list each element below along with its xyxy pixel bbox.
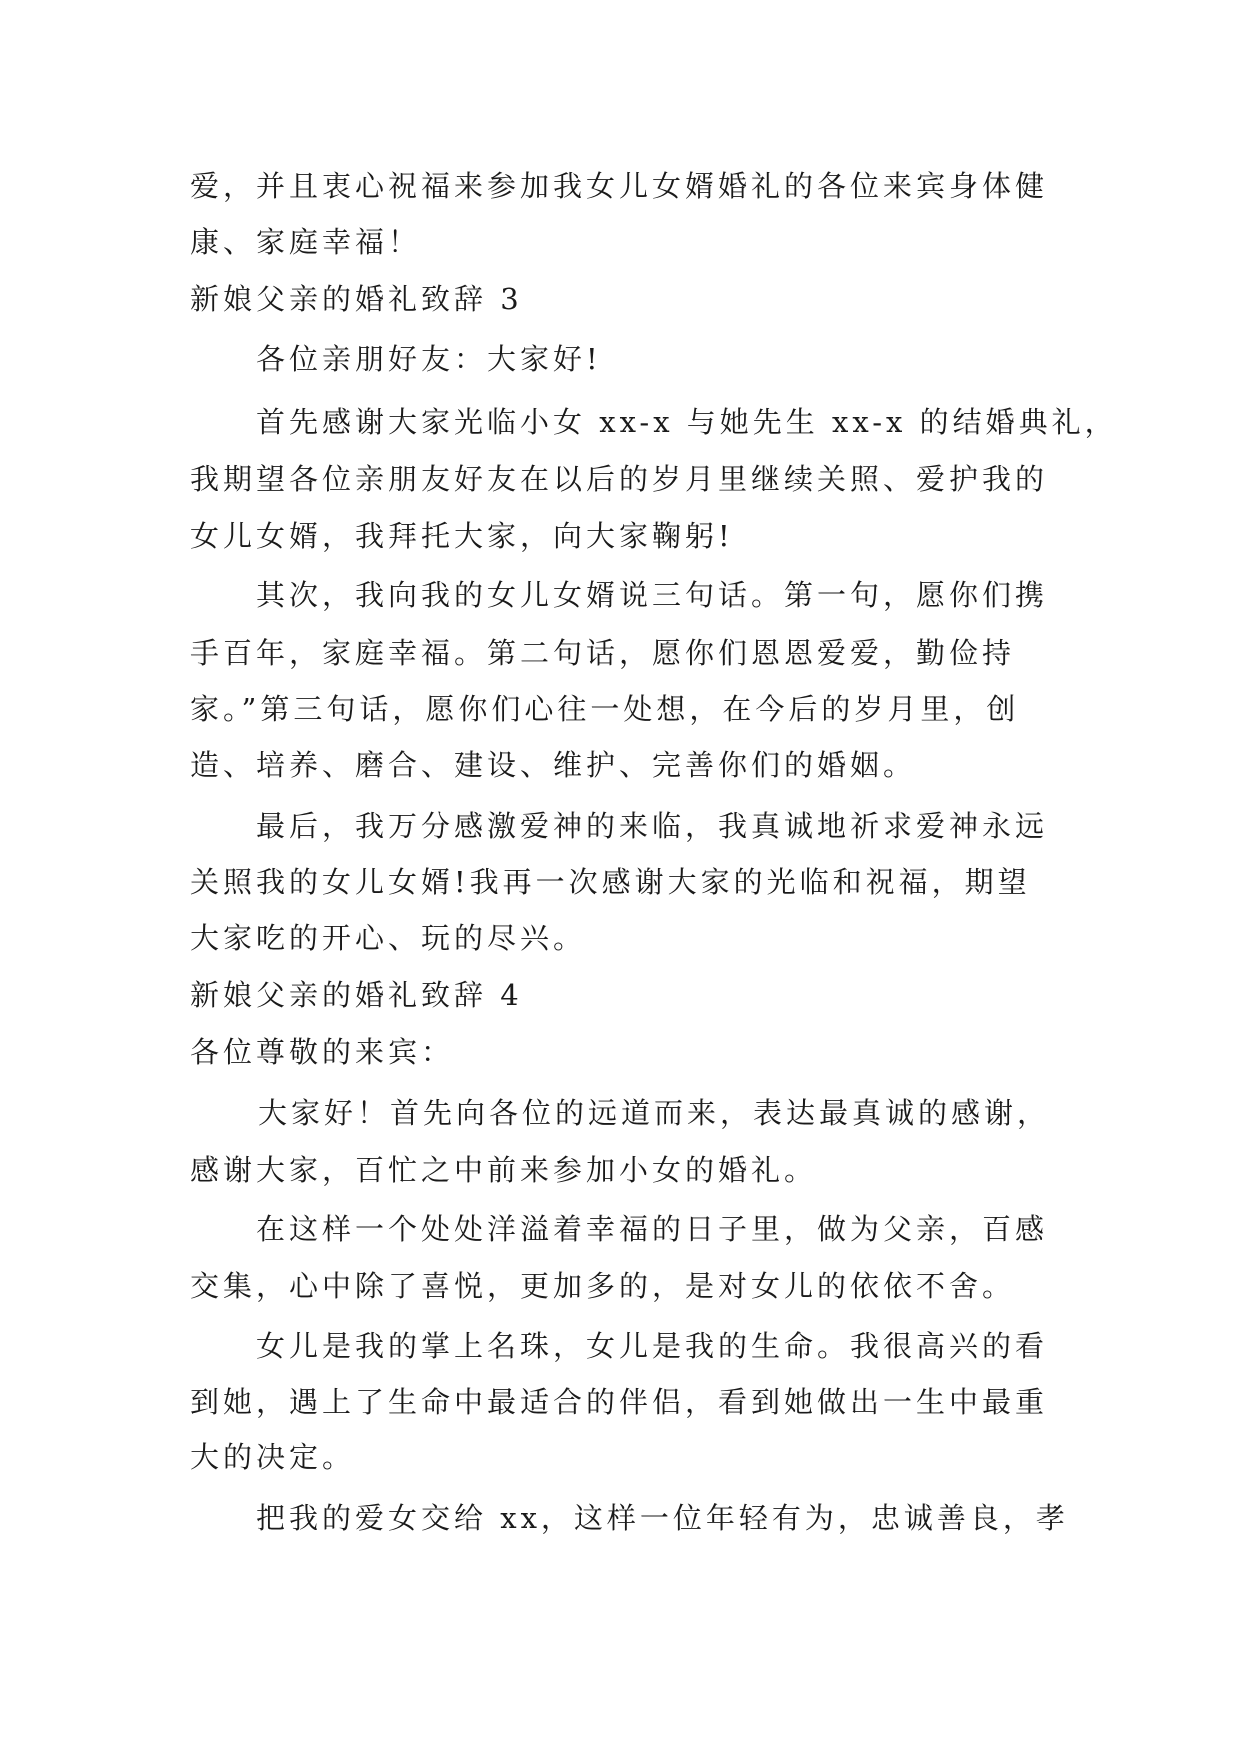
paragraph-line: 造、培养、磨合、建设、维护、完善你们的婚姻。 bbox=[190, 748, 917, 782]
paragraph-line: 大家吃的开心、玩的尽兴。 bbox=[190, 921, 587, 955]
paragraph-line: 手百年，家庭幸福。第二句话，愿你们恩恩爱爱，勤俭持 bbox=[190, 636, 1016, 670]
salutation: 各位亲朋好友：大家好! bbox=[256, 342, 602, 376]
paragraph-line: 首先感谢大家光临小女 xx-x 与她先生 xx-x 的结婚典礼， bbox=[256, 405, 1118, 439]
paragraph-line: 交集，心中除了喜悦，更加多的，是对女儿的依依不舍。 bbox=[190, 1269, 1016, 1303]
paragraph-line: 感谢大家，百忙之中前来参加小女的婚礼。 bbox=[190, 1153, 818, 1187]
salutation: 各位尊敬的来宾： bbox=[190, 1035, 455, 1069]
body-text-line: 康、家庭幸福！ bbox=[190, 225, 422, 259]
section-heading: 新娘父亲的婚礼致辞 3 bbox=[190, 282, 523, 316]
paragraph-line: 其次，我向我的女儿女婿说三句话。第一句，愿你们携 bbox=[256, 578, 1049, 612]
paragraph-line: 我期望各位亲朋友好友在以后的岁月里继续关照、爱护我的 bbox=[190, 462, 1049, 496]
body-text-line: 爱，并且衷心祝福来参加我女儿女婿婚礼的各位来宾身体健 bbox=[190, 169, 1049, 203]
section-heading: 新娘父亲的婚礼致辞 4 bbox=[190, 978, 523, 1012]
paragraph-line: 到她，遇上了生命中最适合的伴侣，看到她做出一生中最重 bbox=[190, 1385, 1049, 1419]
paragraph-line: 大的决定。 bbox=[190, 1440, 356, 1474]
paragraph-line: 最后，我万分感激爱神的来临，我真诚地祈求爱神永远 bbox=[256, 809, 1049, 843]
paragraph-line: 在这样一个处处洋溢着幸福的日子里，做为父亲，百感 bbox=[256, 1212, 1049, 1246]
paragraph-line: 把我的爱女交给 xx，这样一位年轻有为，忠诚善良，孝 bbox=[256, 1501, 1069, 1535]
paragraph-line: 女儿是我的掌上名珠，女儿是我的生命。我很高兴的看 bbox=[256, 1329, 1049, 1363]
paragraph-line: 大家好！首先向各位的远道而来，表达最真诚的感谢， bbox=[258, 1096, 1051, 1130]
paragraph-line: 家。”第三句话，愿你们心往一处想，在今后的岁月里，创 bbox=[190, 692, 1020, 726]
paragraph-line: 关照我的女儿女婿!我再一次感谢大家的光临和祝福，期望 bbox=[190, 865, 1031, 899]
paragraph-line: 女儿女婿，我拜托大家，向大家鞠躬! bbox=[190, 519, 734, 553]
